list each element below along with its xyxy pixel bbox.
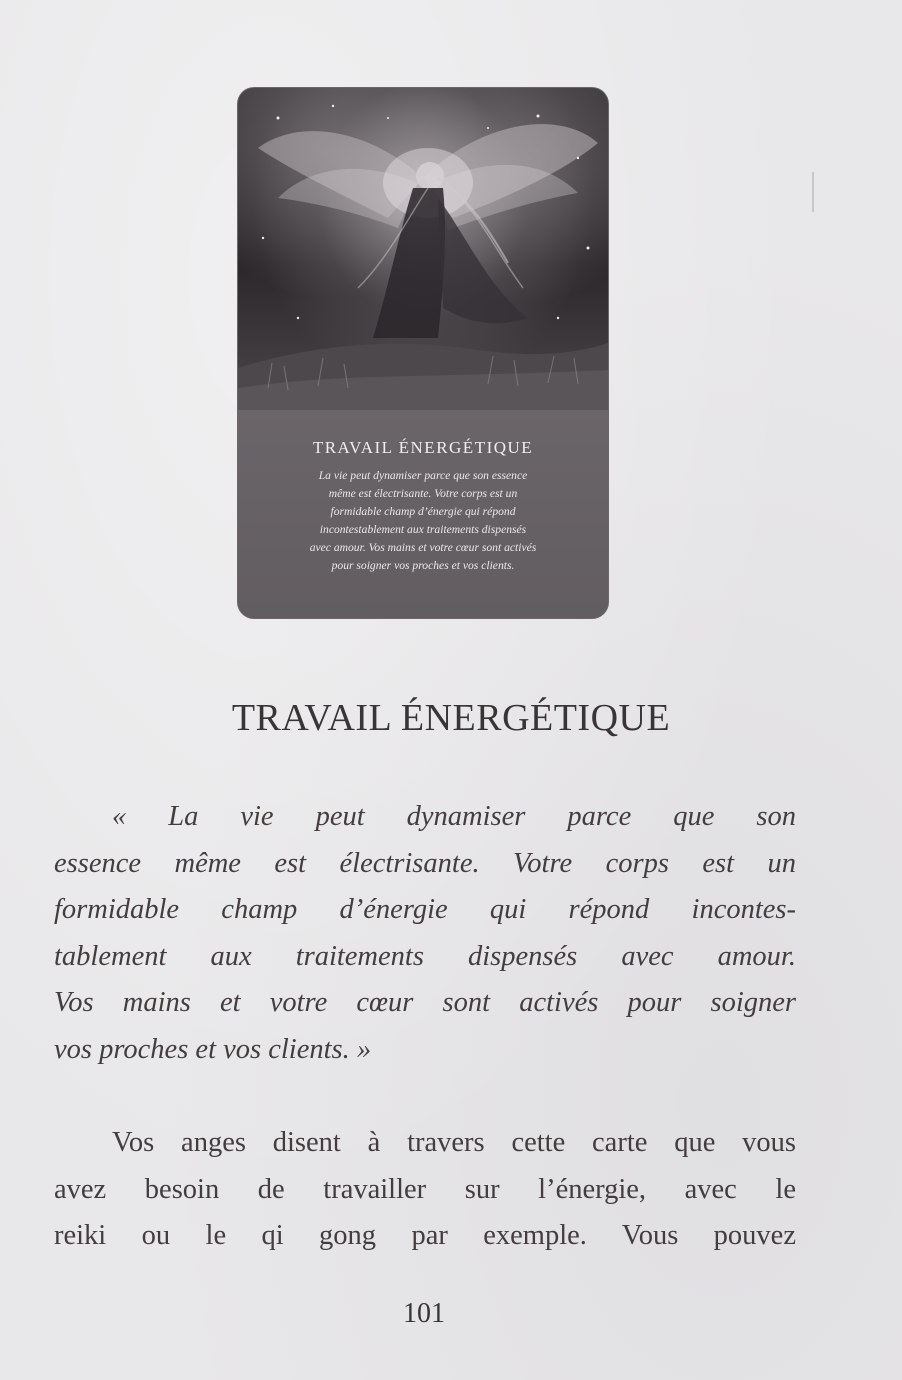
body-paragraph [54,1120,796,1260]
card-text-line: incontestablement aux traitements dispensés [319,523,527,536]
body-line: Vos anges disent à travers cette carte que vous [112,1127,796,1158]
card-text-line: même est électrisante. Votre corps est un [328,487,518,500]
card-quote [54,794,796,1073]
quote-line: formidable champ d’énergie qui répond incontes- [54,894,796,925]
oracle-card-image [238,88,608,618]
card-illustration [238,88,608,410]
quote-line: vos proches et vos clients. » [54,1033,372,1065]
card-text-line: formidable champ d’énergie qui répond [330,505,516,518]
page-number: 101 [403,1298,445,1329]
body-line: avez besoin de travailler sur l’énergie, avec le [54,1173,796,1205]
quote-line: tablement aux traitements dispensés avec amour. [54,940,796,972]
card-text-line: La vie peut dynamiser parce que son essence [318,469,528,482]
quote-line: « La vie peut dynamiser parce que son [112,801,796,832]
body-line: reiki ou le qi gong par exemple. Vous pouvez [54,1220,796,1251]
angel-illustration [238,88,608,410]
card-text-line: pour soigner vos proches et vos clients. [331,559,515,572]
card-text-line: avec amour. Vos mains et votre cœur sont activés [309,541,537,554]
section-heading: TRAVAIL ÉNERGÉTIQUE [231,697,671,739]
quote-line: Vos mains et votre cœur sont activés pour soigner [54,987,796,1018]
card-title: TRAVAIL ÉNERGÉTIQUE [312,438,534,457]
quote-line: essence même est électrisante. Votre corps est un [54,847,796,879]
card-message [268,467,578,575]
show-through-mark [812,172,814,212]
